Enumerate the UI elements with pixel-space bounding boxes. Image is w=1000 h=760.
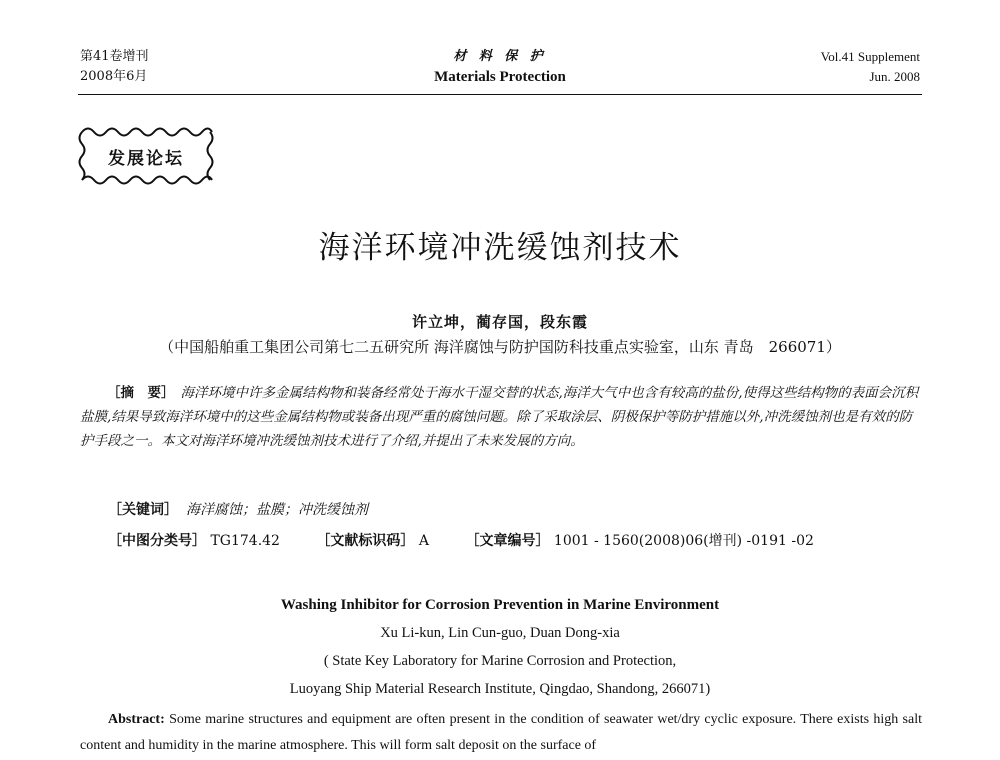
classification-line xyxy=(108,530,928,552)
header-rule xyxy=(78,94,922,95)
affiliation: （中国船舶重工集团公司第七二五研究所 海洋腐蚀与防护国防科技重点实验室，山东 青岛 266071） xyxy=(159,338,841,356)
english-affiliation-line2: Luoyang Ship Material Research Institute, Qingdao, Shandong, 266071) xyxy=(289,681,711,697)
english-title: Washing Inhibitor for Corrosion Prevention in Marine Environment xyxy=(280,597,720,613)
abstract-cn xyxy=(80,381,920,453)
header-right xyxy=(821,47,920,87)
doc-code-label: ［文献标识码］ xyxy=(316,533,415,549)
clc-value: TG174.42 xyxy=(210,533,280,549)
article-number-label: ［文章编号］ xyxy=(465,533,550,549)
article-number-value: 1001 - 1560(2008)06(增刊) -0191 -02 xyxy=(553,533,814,549)
clc-label: ［中图分类号］ xyxy=(108,533,206,549)
section-label: 发展论坛 xyxy=(108,149,184,169)
section-frame xyxy=(76,122,216,188)
english-abstract-text: Some marine structures and equipment are often present in the condition of seawater wet/dry cyclic exposure. There exists high salt content and humidity in the marine atmosphere. This will form salt deposit on the surface of xyxy=(80,712,923,753)
doc-code-value: A xyxy=(418,533,429,549)
abstract-cn-label: ［摘 要］ xyxy=(107,385,175,401)
english-abstract xyxy=(80,707,922,759)
header-date-cn: 2008年6月 xyxy=(80,69,148,84)
header-volume-cn: 第41卷增刊 xyxy=(80,49,149,64)
authors: 许立坤，蔺存国，段东霞 xyxy=(411,313,588,331)
header-volume-en: Vol.41 Supplement xyxy=(820,49,920,64)
journal-name-cn: 材 料 保 护 xyxy=(453,49,547,64)
english-affiliation-line1: ( State Key Laboratory for Marine Corrosion and Protection, xyxy=(323,653,677,669)
abstract-cn-text: 海洋环境中许多金属结构物和装备经常处于海水干湿交替的状态,海洋大气中也含有较高的盐份,使得这些结构物的表面会沉积盐膜,结果导致海洋环境中的这些金属结构物或装备出现严重的腐蚀问题。除了采取涂层、阴极保护等防护措施以外,冲洗缓蚀剂也是有效的防护手段之一。本文对海洋环境冲洗缓蚀剂技术进行了介绍,并提出了未来发展的方向。 xyxy=(80,385,919,449)
header-date-en: Jun. 2008 xyxy=(869,69,920,84)
article-title: 海洋环境冲洗缓蚀剂技术 xyxy=(318,230,682,266)
journal-name-en: Materials Protection xyxy=(434,69,566,85)
english-authors: Xu Li-kun, Lin Cun-guo, Duan Dong-xia xyxy=(380,625,620,641)
keywords-label: ［关键词］ xyxy=(108,502,178,518)
header-center xyxy=(400,46,600,88)
keywords-text: 海洋腐蚀；盐膜；冲洗缓蚀剂 xyxy=(186,502,368,518)
keywords xyxy=(108,499,928,521)
header-left xyxy=(80,47,149,87)
english-abstract-label: Abstract: xyxy=(108,712,165,727)
